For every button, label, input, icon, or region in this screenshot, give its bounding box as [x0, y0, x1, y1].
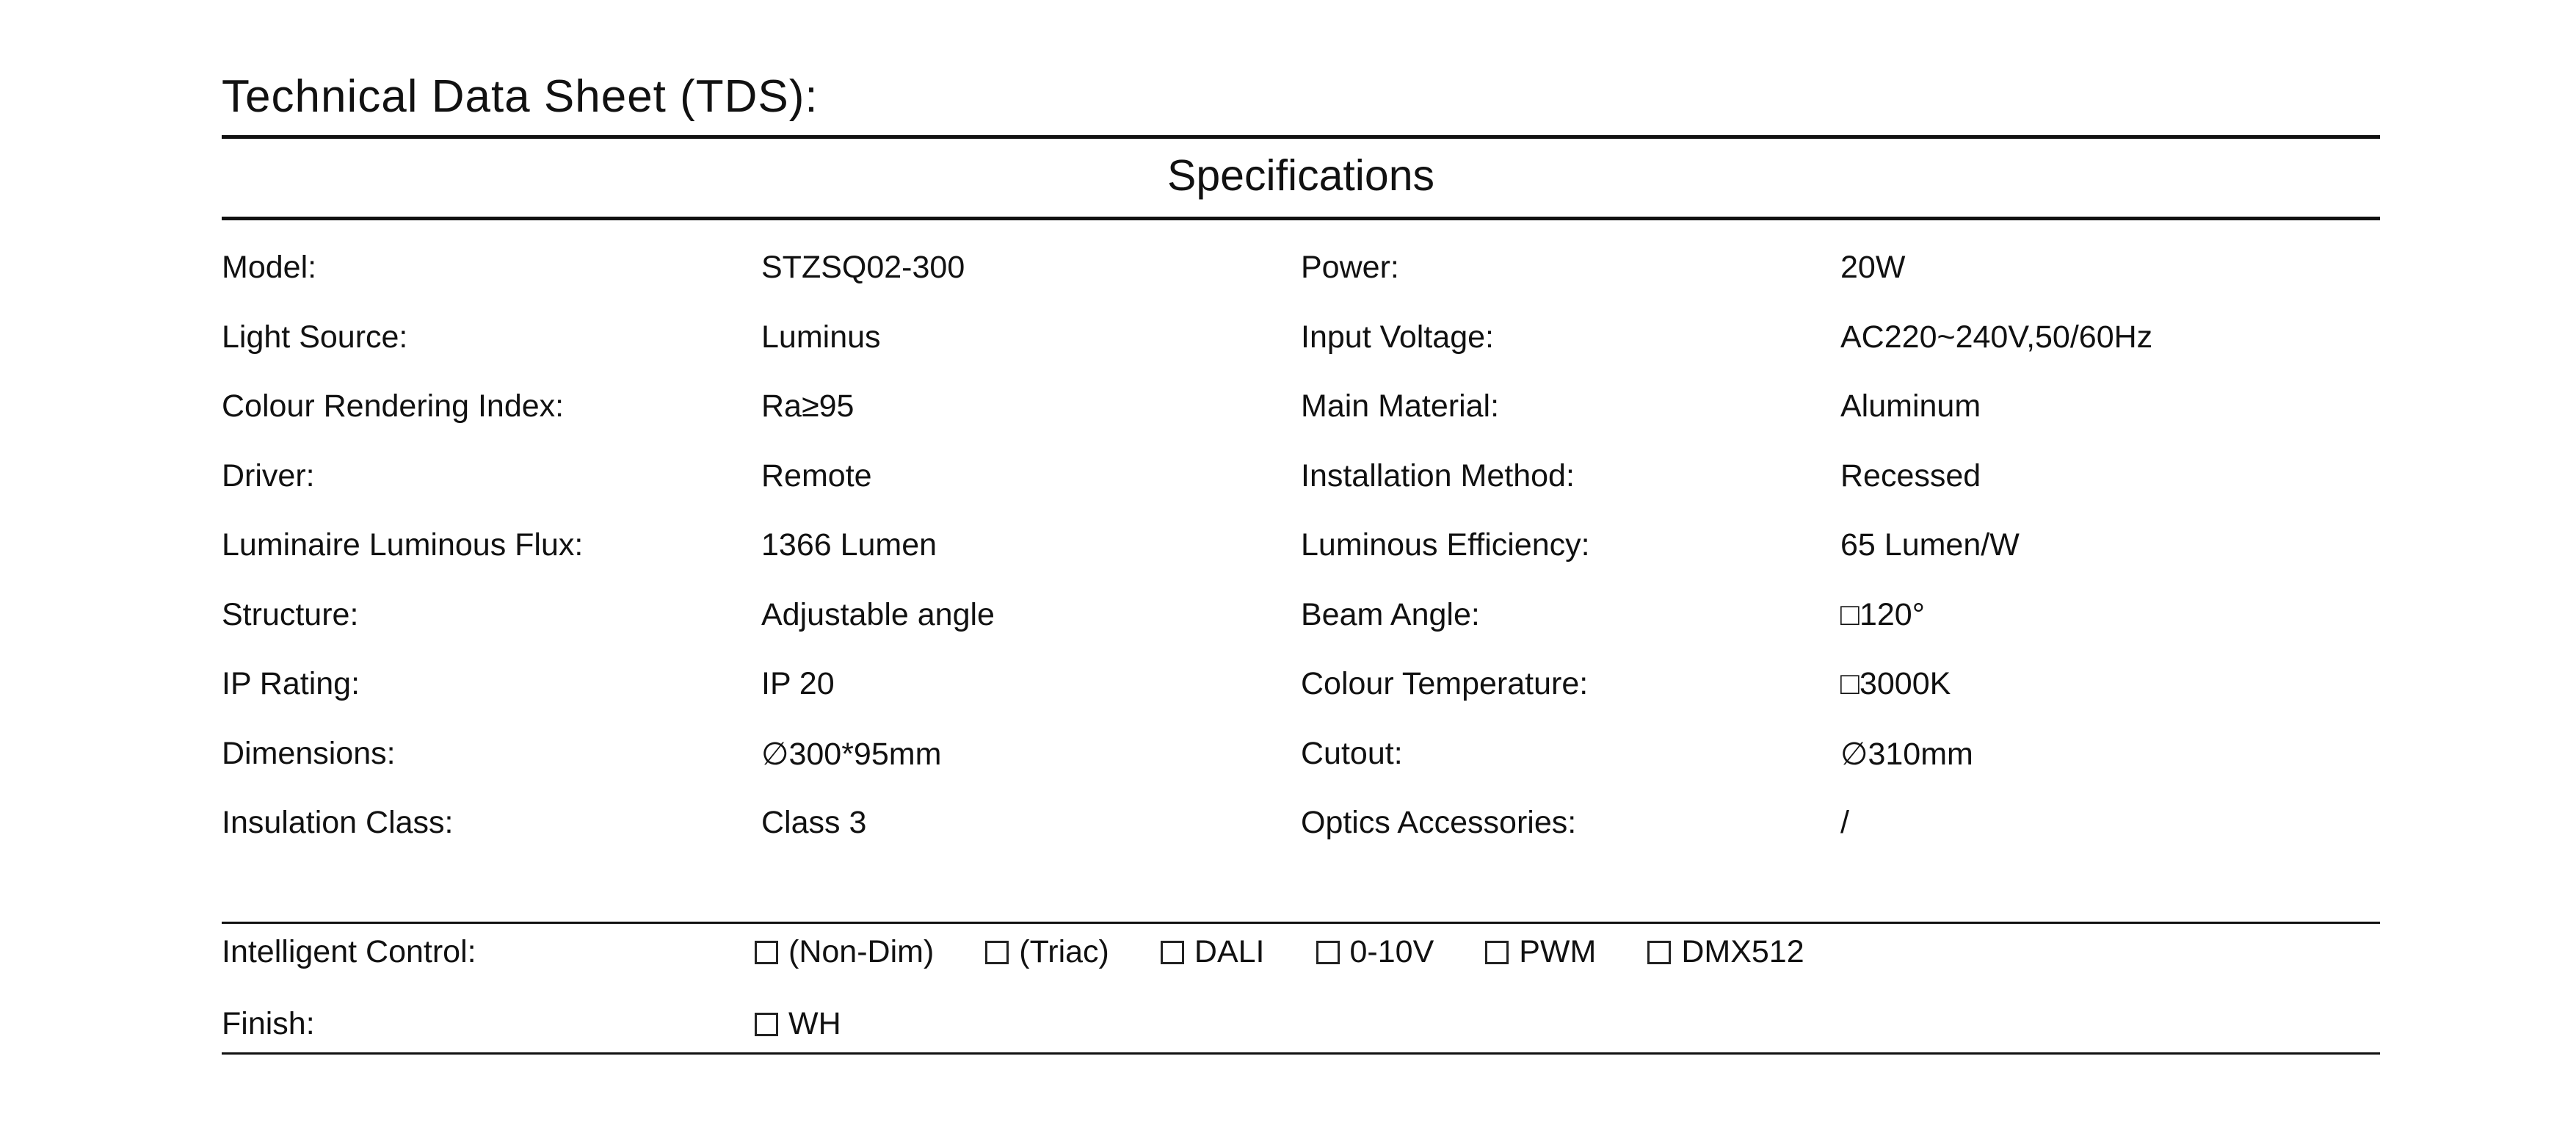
spec-row	[222, 514, 2380, 584]
checkbox-pwm[interactable]	[1485, 941, 1509, 964]
option-label: DALI	[1194, 934, 1265, 969]
spec-label: Model:	[222, 250, 317, 285]
spec-label: Structure:	[222, 596, 359, 632]
spec-label: Main Material:	[1301, 388, 1500, 424]
spec-label: Driver:	[222, 458, 315, 494]
spec-value: Class 3	[761, 805, 867, 840]
spec-row	[222, 653, 2380, 723]
spec-value: Ra≥95	[761, 388, 855, 424]
checkbox-non-dim[interactable]	[755, 941, 778, 964]
spec-value: AC220~240V,50/60Hz	[1840, 319, 2153, 355]
option-label: WH	[788, 1006, 841, 1041]
spec-label: Light Source:	[222, 319, 408, 355]
option-wh[interactable]	[755, 1006, 841, 1042]
spec-row	[222, 306, 2380, 376]
finish-row	[222, 1006, 2380, 1065]
spec-value: 20W	[1840, 250, 1906, 285]
spec-row	[222, 375, 2380, 445]
spec-label: IP Rating:	[222, 666, 360, 701]
spec-value: 65 Lumen/W	[1840, 527, 2020, 563]
spec-value: Adjustable angle	[761, 596, 995, 632]
option-label: DMX512	[1681, 934, 1804, 969]
checkbox-dali[interactable]	[1161, 941, 1184, 964]
option-pwm[interactable]	[1485, 934, 1596, 970]
spec-value: /	[1840, 805, 1849, 840]
option-triac[interactable]	[985, 934, 1109, 970]
spec-label: Colour Rendering Index:	[222, 388, 565, 424]
option-label: (Triac)	[1019, 934, 1109, 969]
spec-row	[222, 445, 2380, 515]
option-label: PWM	[1519, 934, 1597, 969]
intelligent-control-options	[755, 934, 1804, 970]
finish-options	[755, 1006, 841, 1042]
finish-label: Finish:	[222, 1006, 315, 1041]
spec-value: 1366 Lumen	[761, 527, 937, 563]
controls-top-divider	[222, 922, 2380, 924]
spec-label: Power:	[1301, 250, 1399, 285]
spec-row	[222, 723, 2380, 792]
checkbox-0-10v[interactable]	[1316, 941, 1340, 964]
spec-value: Remote	[761, 458, 872, 494]
page-title: Technical Data Sheet (TDS):	[222, 71, 819, 122]
spec-label: Installation Method:	[1301, 458, 1575, 494]
spec-label: Beam Angle:	[1301, 596, 1480, 632]
spec-value: STZSQ02-300	[761, 250, 965, 285]
spec-label: Input Voltage:	[1301, 319, 1494, 355]
option-label: (Non-Dim)	[788, 934, 935, 969]
spec-value: Aluminum	[1840, 388, 1981, 424]
section-divider	[222, 217, 2380, 220]
intelligent-control-label: Intelligent Control:	[222, 934, 476, 969]
specifications-table	[222, 236, 2380, 861]
checkbox-wh[interactable]	[755, 1013, 778, 1036]
spec-label: Luminaire Luminous Flux:	[222, 527, 584, 563]
spec-label: Dimensions:	[222, 735, 396, 771]
spec-label: Luminous Efficiency:	[1301, 527, 1590, 563]
spec-value: □3000K	[1840, 666, 1951, 701]
controls-bottom-divider	[222, 1052, 2380, 1055]
spec-value: ∅300*95mm	[761, 736, 942, 772]
spec-value: Luminus	[761, 319, 881, 355]
spec-row	[222, 236, 2380, 306]
spec-value: ∅310mm	[1840, 736, 1973, 772]
option-label: 0-10V	[1349, 934, 1434, 969]
spec-row	[222, 584, 2380, 654]
spec-value: Recessed	[1840, 458, 1981, 494]
checkbox-dmx512[interactable]	[1647, 941, 1671, 964]
checkbox-triac[interactable]	[985, 941, 1009, 964]
option-0-10v[interactable]	[1316, 934, 1434, 970]
option-non-dim[interactable]	[755, 934, 934, 970]
spec-label: Optics Accessories:	[1301, 805, 1577, 840]
spec-label: Cutout:	[1301, 735, 1403, 771]
top-divider	[222, 135, 2380, 139]
technical-data-sheet	[222, 0, 2380, 1128]
spec-value: □120°	[1840, 596, 1925, 632]
spec-label: Insulation Class:	[222, 805, 454, 840]
option-dmx512[interactable]	[1647, 934, 1804, 970]
section-title: Specifications	[1167, 151, 1435, 200]
intelligent-control-row	[222, 934, 2380, 993]
spec-row	[222, 792, 2380, 861]
option-dali[interactable]	[1161, 934, 1265, 970]
spec-label: Colour Temperature:	[1301, 666, 1589, 701]
spec-value: IP 20	[761, 666, 835, 701]
